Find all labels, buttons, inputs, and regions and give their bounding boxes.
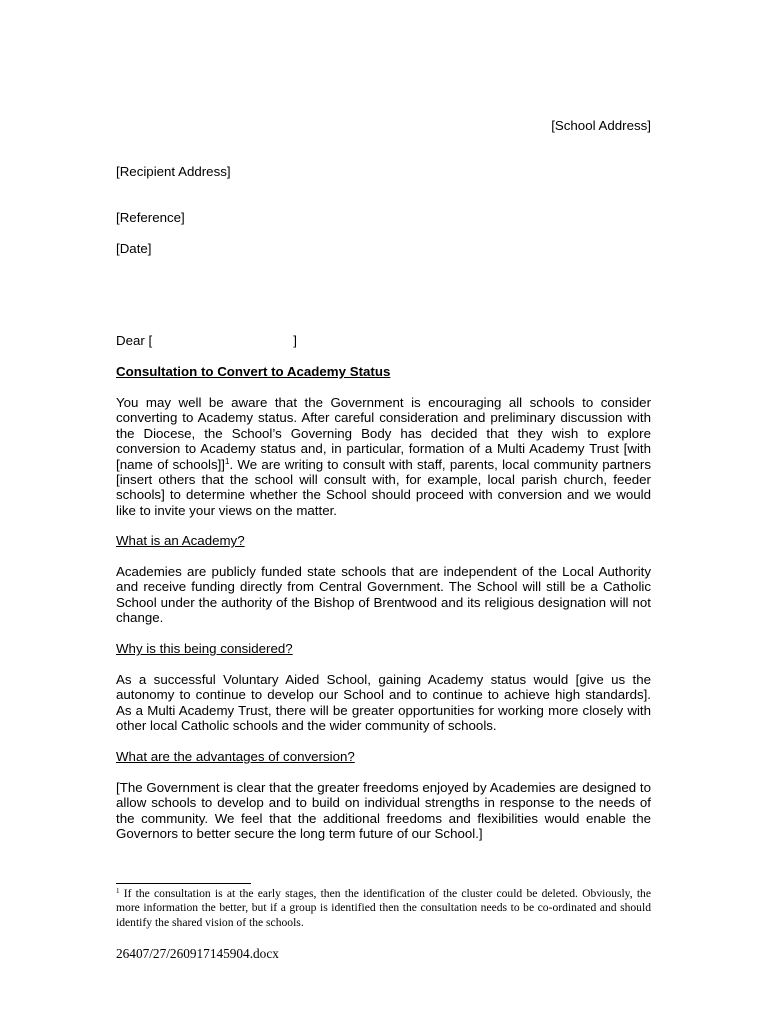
section-heading-advantages: What are the advantages of conversion? [116, 749, 355, 764]
intro-text-1: You may well be aware that the Government is encouraging all schools to consider converting to Academy status. After careful consideration and preliminary discussion with the Diocese, the School’s Governing Body has decided that they wish to explore conversion to Academy status and, in particular, formation of a Multi Academy Trust [with [name of schools]] [116, 395, 651, 472]
section-body-advantages: [The Government is clear that the greater freedoms enjoyed by Academies are designed to allow schools to develop and to build on individual strengths in response to the needs of the community. We feel that the additional freedoms and flexibilities would enable the Governors to better secure the long term future of our School.] [116, 780, 651, 842]
footnote-ref: 1 [225, 456, 230, 466]
footnote-text: If the consultation is at the early stages, then the identification of the cluster could be deleted. Obviously, the more information the better, but if a group is identified then the consultation needs to be co-ordinated and should identify the shared vision of the schools. [116, 887, 651, 929]
salutation-prefix: Dear [ [116, 333, 153, 348]
section-heading-why: Why is this being considered? [116, 641, 293, 656]
footnote-separator [116, 883, 251, 884]
section-body-academy: Academies are publicly funded state schools that are independent of the Local Authority and receive funding directly from Central Government. The School will still be a Catholic School under the authority of the Bishop of Brentwood and its religious designation will not change. [116, 564, 651, 626]
recipient-address: [Recipient Address] [116, 164, 231, 179]
salutation [116, 333, 297, 348]
section-heading-academy: What is an Academy? [116, 533, 245, 548]
section-body-why: As a successful Voluntary Aided School, gaining Academy status would [give us the autonomy to continue to develop our School and to continue to achieve high standards]. As a Multi Academy Trust, there will be greater opportunities for working more closely with other local Catholic schools and the wider community of schools. [116, 672, 651, 734]
reference: [Reference] [116, 210, 185, 225]
subject-heading: Consultation to Convert to Academy Status [116, 364, 391, 379]
intro-text-2: . We are writing to consult with staff, parents, local community partners [insert others that the school will consult with, for example, local parish church, feeder schools] to determine whether the School should proceed with conversion and we would like to invite your views on the matter. [116, 456, 651, 518]
salutation-suffix: ] [293, 333, 297, 348]
document-reference: 26407/27/260917145904.docx [116, 946, 279, 961]
footnote-number: 1 [116, 887, 120, 895]
school-address: [School Address] [551, 118, 651, 133]
footnote [116, 887, 651, 930]
intro-paragraph [116, 395, 651, 518]
date: [Date] [116, 241, 152, 256]
